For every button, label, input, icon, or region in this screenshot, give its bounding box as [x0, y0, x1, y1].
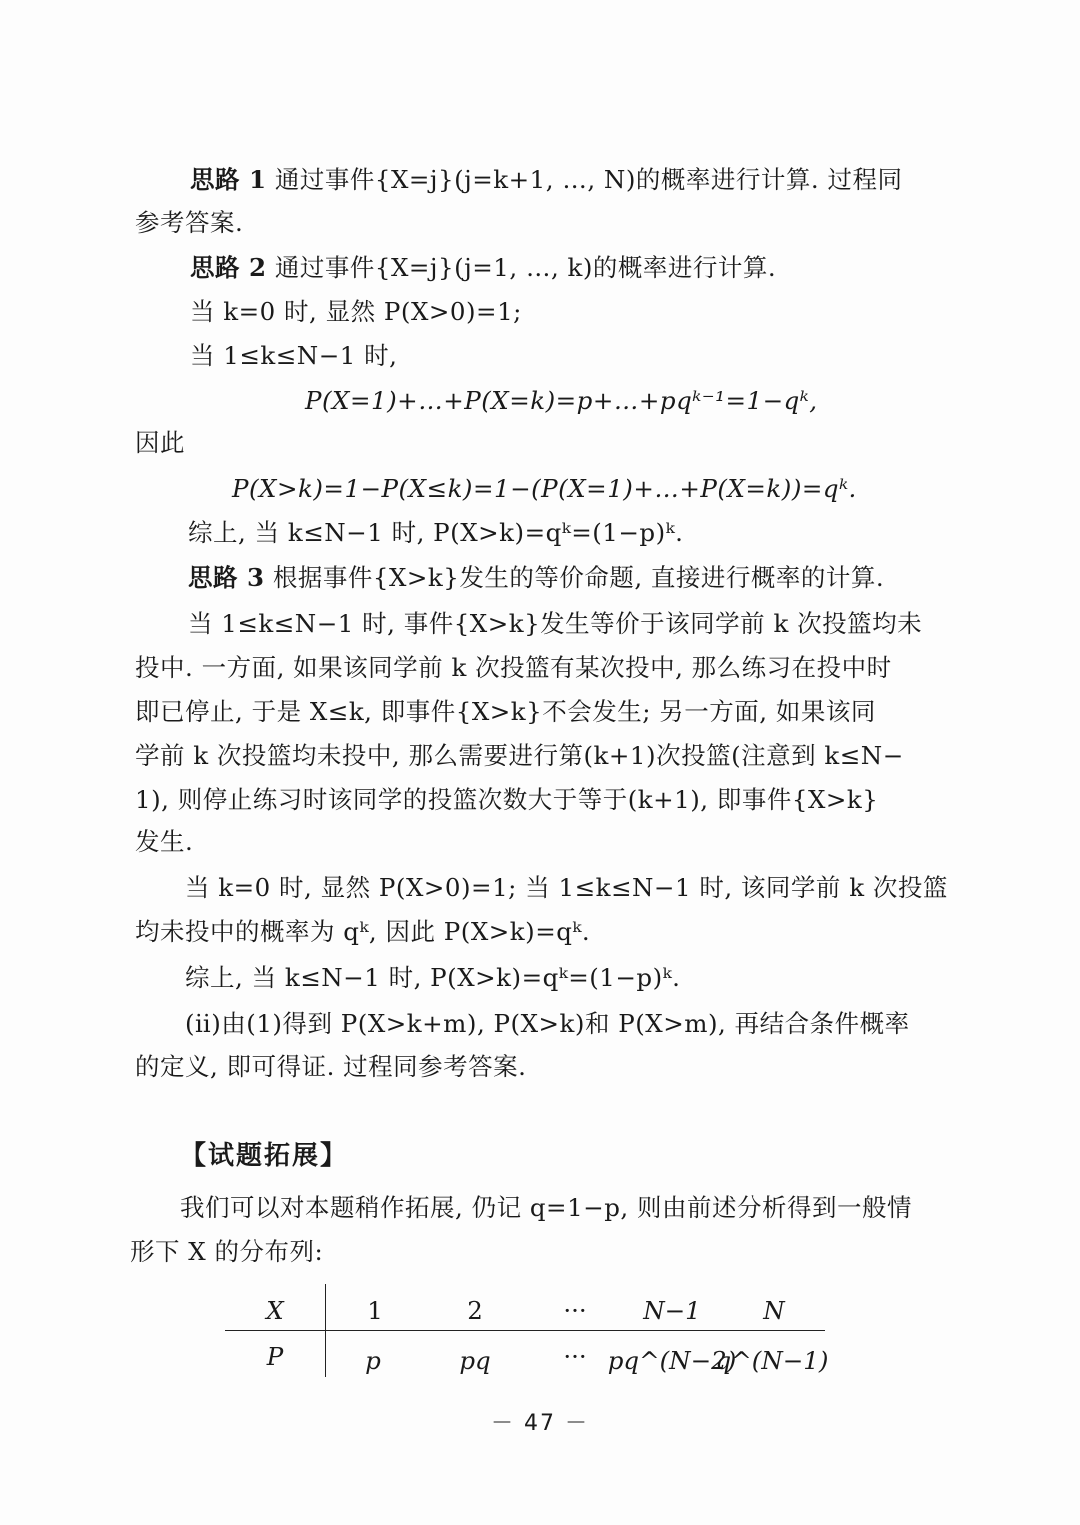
approach-1-label: 思路 1: [190, 165, 267, 194]
table-cell: P: [266, 1342, 284, 1371]
table-header-cell: 2: [467, 1296, 483, 1325]
table-cell: p: [365, 1346, 381, 1375]
table-cell: pq: [459, 1346, 491, 1375]
table-rule: [225, 1330, 825, 1331]
text-line: 因此: [135, 428, 185, 457]
text-line: 形下 X 的分布列:: [130, 1237, 324, 1266]
text-line: 1), 则停止练习时该同学的投篮次数大于等于(k+1), 即事件{X>k}: [135, 785, 879, 814]
text-line: (ⅱ)由(1)得到 P(X>k+m), P(X>k)和 P(X>m), 再结合条件概率: [185, 1009, 910, 1038]
text-line: 思路 1 通过事件{X=j}(j=k+1, …, N)的概率进行计算. 过程同: [190, 165, 903, 194]
table-header-cell: ···: [563, 1296, 587, 1325]
text-line: 的定义, 即可得证. 过程同参考答案.: [135, 1052, 527, 1081]
text-line: 当 1≤k≤N−1 时,: [190, 341, 398, 370]
table-header-cell: N−1: [643, 1296, 701, 1325]
section-heading: 【试题拓展】: [180, 1141, 349, 1171]
text-line: 参考答案.: [135, 208, 244, 237]
text-line: 综上, 当 k≤N−1 时, P(X>k)=qᵏ=(1−p)ᵏ.: [185, 963, 681, 992]
text-line: 投中. 一方面, 如果该同学前 k 次投篮有某次投中, 那么练习在投中时: [135, 653, 892, 682]
table-header-cell: N: [763, 1296, 785, 1325]
table-divider: [325, 1284, 326, 1377]
table-header-cell: X: [266, 1296, 284, 1325]
page-number: － 47 －: [491, 1411, 589, 1436]
text-line: 思路 3 根据事件{X>k}发生的等价命题, 直接进行概率的计算.: [188, 563, 885, 592]
text-line: 当 1≤k≤N−1 时, 事件{X>k}发生等价于该同学前 k 次投篮均未: [188, 609, 923, 638]
text-line: 均未投中的概率为 qᵏ, 因此 P(X>k)=qᵏ.: [135, 917, 591, 946]
table-cell: pq^(N−2): [607, 1346, 737, 1375]
formula: P(X=1)+…+P(X=k)=p+…+pqᵏ⁻¹=1−qᵏ,: [305, 386, 818, 415]
approach-3-label: 思路 3: [188, 563, 265, 592]
text-line: 思路 2 通过事件{X=j}(j=1, …, k)的概率进行计算.: [190, 253, 777, 282]
text-line: 学前 k 次投篮均未投中, 那么需要进行第(k+1)次投篮(注意到 k≤N−: [135, 741, 904, 770]
text-line: 我们可以对本题稍作拓展, 仍记 q=1−p, 则由前述分析得到一般情: [180, 1193, 912, 1222]
approach-2-label: 思路 2: [190, 253, 267, 282]
text-line: 当 k=0 时, 显然 P(X>0)=1;: [190, 297, 522, 326]
table-cell: ···: [563, 1342, 587, 1371]
table-cell: q^(N−1): [715, 1346, 829, 1375]
text-line: 发生.: [135, 827, 194, 856]
table-header-cell: 1: [367, 1296, 383, 1325]
formula: P(X>k)=1−P(X≤k)=1−(P(X=1)+…+P(X=k))=qᵏ.: [232, 474, 857, 503]
text-line: 综上, 当 k≤N−1 时, P(X>k)=qᵏ=(1−p)ᵏ.: [188, 518, 684, 547]
text-line: 当 k=0 时, 显然 P(X>0)=1; 当 1≤k≤N−1 时, 该同学前 k 次投篮: [185, 873, 948, 902]
text-line: 即已停止, 于是 X≤k, 即事件{X>k}不会发生; 另一方面, 如果该同: [135, 697, 876, 726]
